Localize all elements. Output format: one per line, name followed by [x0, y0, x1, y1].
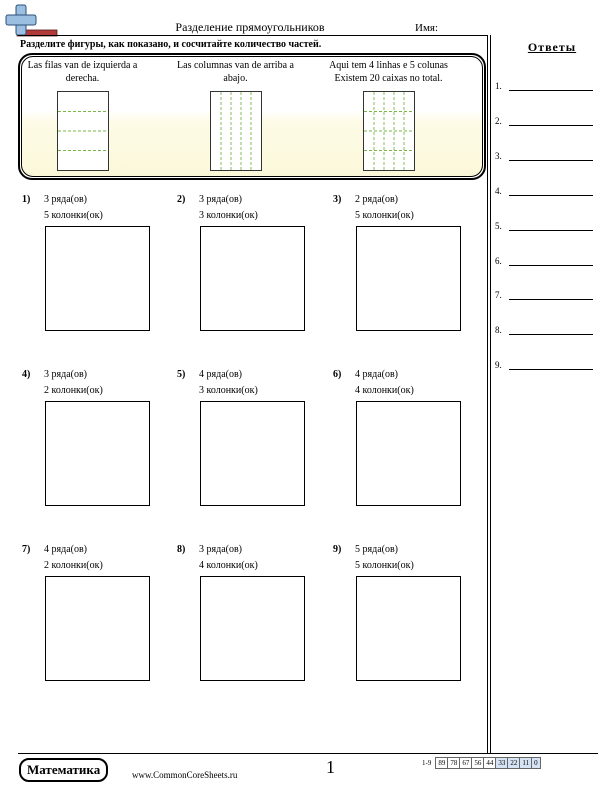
score-cell: 67 [460, 758, 472, 769]
problem-columns: 2 колонки(ок) [44, 560, 103, 571]
answer-number: 5. [495, 221, 502, 231]
drawing-box[interactable] [200, 226, 305, 331]
subject-badge: Математика [19, 758, 108, 782]
problem-columns: 3 колонки(ок) [199, 210, 258, 221]
score-cell: 56 [472, 758, 484, 769]
site-url[interactable]: www.CommonCoreSheets.ru [132, 770, 238, 780]
footer-rule [18, 753, 598, 754]
score-cell: 0 [532, 758, 541, 769]
problem-number: 5) [177, 369, 186, 380]
page-title: Разделение прямоугольников [175, 20, 325, 34]
instructions: Разделите фигуры, как показано, и сосчитайте количество частей. [20, 39, 322, 50]
problem-rows: 2 ряда(ов) [355, 194, 399, 205]
answer-line[interactable] [509, 125, 593, 126]
score-cell: 78 [448, 758, 460, 769]
answer-number: 7. [495, 290, 502, 300]
answer-line[interactable] [509, 230, 593, 231]
example-text-total: Aqui tem 4 linhas e 5 colunas Existem 20 caixas no total. [329, 60, 448, 84]
example-grid-columns [210, 91, 262, 171]
drawing-box[interactable] [45, 401, 150, 506]
drawing-box[interactable] [200, 576, 305, 681]
problem-number: 3) [333, 194, 342, 205]
example-grid-total [363, 91, 415, 171]
problem-number: 7) [22, 544, 31, 555]
site-logo [4, 4, 62, 38]
score-cell: 89 [436, 758, 448, 769]
score-cell: 33 [496, 758, 508, 769]
problem-columns: 5 колонки(ок) [355, 560, 414, 571]
problem-rows: 4 ряда(ов) [44, 544, 88, 555]
problem-number: 6) [333, 369, 342, 380]
score-cell: 22 [508, 758, 520, 769]
answer-line[interactable] [509, 334, 593, 335]
problem-columns: 5 колонки(ок) [44, 210, 103, 221]
score-range: 1-9 [422, 759, 432, 767]
answer-line[interactable] [509, 90, 593, 91]
answer-number: 1. [495, 81, 502, 91]
answer-line[interactable] [509, 265, 593, 266]
answer-number: 4. [495, 186, 502, 196]
score-cell: 44 [484, 758, 496, 769]
problem-rows: 4 ряда(ов) [355, 369, 399, 380]
problem-columns: 2 колонки(ок) [44, 385, 103, 396]
answer-line[interactable] [509, 369, 593, 370]
problem-number: 8) [177, 544, 186, 555]
answers-title: Ответы [527, 40, 577, 54]
answer-column-divider [487, 35, 491, 753]
problem-columns: 4 колонки(ок) [199, 560, 258, 571]
problem-columns: 5 колонки(ок) [355, 210, 414, 221]
answer-number: 3. [495, 151, 502, 161]
drawing-box[interactable] [45, 226, 150, 331]
problem-rows: 5 ряда(ов) [355, 544, 399, 555]
answer-number: 6. [495, 256, 502, 266]
answer-number: 8. [495, 325, 502, 335]
drawing-box[interactable] [200, 401, 305, 506]
example-text-rows: Las filas van de izquierda a derecha. [27, 60, 138, 84]
answer-line[interactable] [509, 299, 593, 300]
problem-rows: 4 ряда(ов) [199, 369, 243, 380]
problem-number: 2) [177, 194, 186, 205]
score-cell: 11 [520, 758, 532, 769]
drawing-box[interactable] [45, 576, 150, 681]
answer-line[interactable] [509, 160, 593, 161]
problem-rows: 3 ряда(ов) [199, 544, 243, 555]
problem-number: 4) [22, 369, 31, 380]
drawing-box[interactable] [356, 576, 461, 681]
problem-rows: 3 ряда(ов) [44, 194, 88, 205]
name-label: Имя: [415, 22, 439, 34]
drawing-box[interactable] [356, 226, 461, 331]
example-grid-rows [57, 91, 109, 171]
problem-rows: 3 ряда(ов) [44, 369, 88, 380]
problem-number: 1) [22, 194, 31, 205]
header-rule [18, 35, 488, 36]
drawing-box[interactable] [356, 401, 461, 506]
answer-number: 2. [495, 116, 502, 126]
problem-number: 9) [333, 544, 342, 555]
problem-columns: 4 колонки(ок) [355, 385, 414, 396]
problem-rows: 3 ряда(ов) [199, 194, 243, 205]
answer-line[interactable] [509, 195, 593, 196]
answer-number: 9. [495, 360, 502, 370]
score-table [420, 757, 541, 769]
problem-columns: 3 колонки(ок) [199, 385, 258, 396]
page-number: 1 [326, 757, 335, 777]
example-text-columns: Las columnas van de arriba a abajo. [177, 60, 294, 84]
